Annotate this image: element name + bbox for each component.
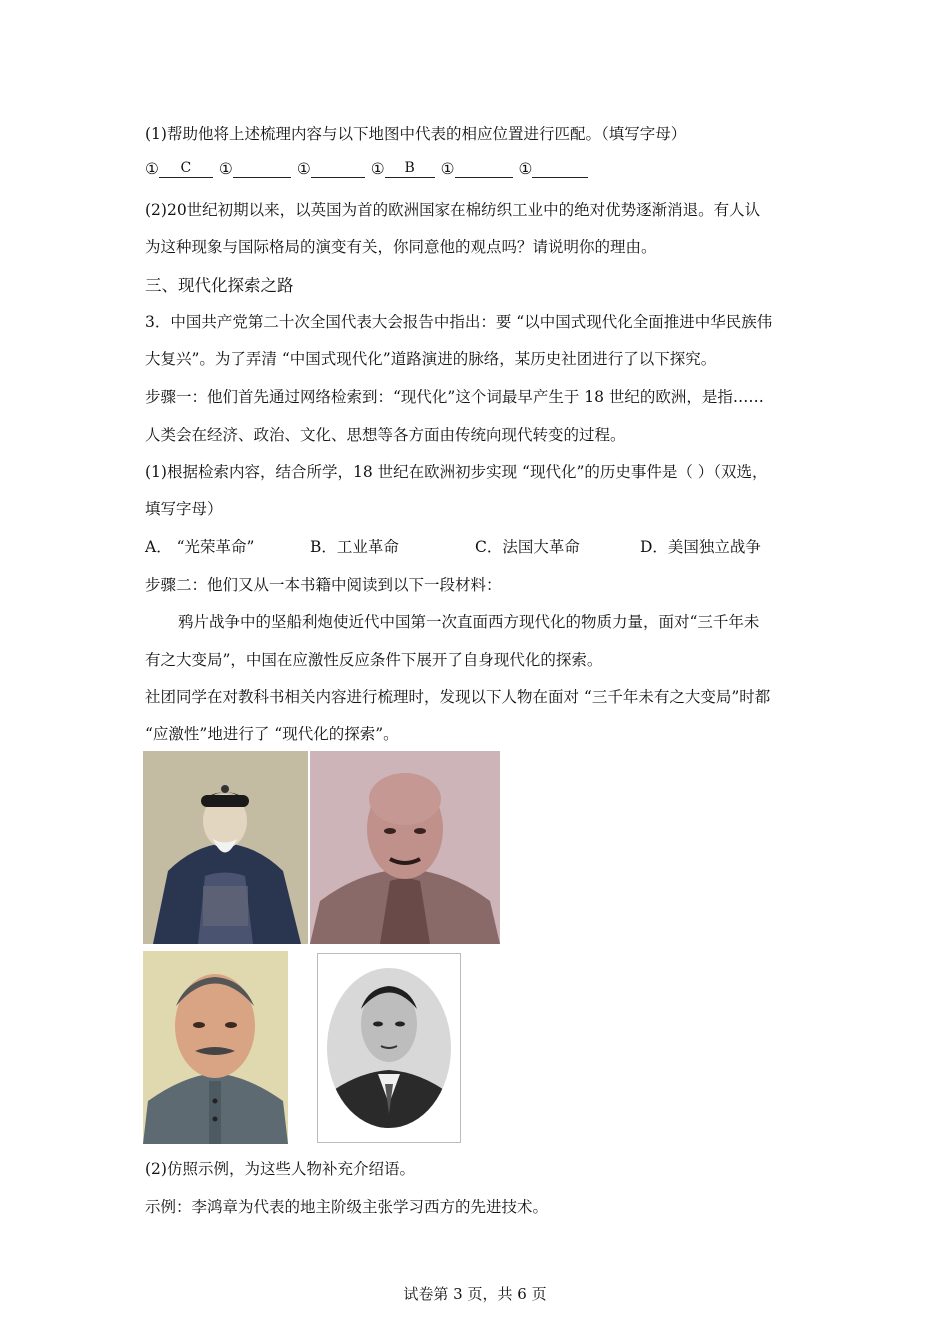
answer-blank[interactable]	[311, 160, 365, 178]
answer-blank[interactable]	[532, 160, 588, 178]
step1-line2: 人类会在经济、政治、文化、思想等各方面由传统向现代转变的过程。	[145, 426, 626, 444]
answer-blank[interactable]	[233, 160, 291, 178]
page-footer: 试卷第 3 页，共 6 页	[403, 1285, 547, 1303]
q2-answer-blanks	[145, 160, 594, 178]
q2-part1: (1)帮助他将上述梳理内容与以下地图中代表的相应位置进行匹配。（填写字母）	[145, 125, 687, 143]
q3-part1-line1: (1)根据检索内容，结合所学，18 世纪在欧洲初步实现 “现代化”的历史事件是（ ）（双选，	[145, 463, 768, 481]
step1-line1: 步骤一：他们首先通过网络检索到：“现代化”这个词最早产生于 18 世纪的欧洲，是指……	[145, 388, 764, 406]
q3-part1-line2: 填写字母）	[145, 500, 223, 518]
q3-stem-line1: 3．中国共产党第二十次全国代表大会报告中指出：要 “以中国式现代化全面推进中华民族伟	[145, 313, 773, 331]
example-line: 示例：李鸿章为代表的地主阶级主张学习西方的先进技术。	[145, 1198, 549, 1216]
blank-item[interactable]	[441, 160, 513, 178]
q2-part2-line1: (2)20世纪初期以来，以英国为首的欧洲国家在棉纺织工业中的绝对优势逐渐消退。有人认	[145, 201, 761, 219]
circle-marker: ①	[518, 160, 533, 178]
blank-item[interactable]	[519, 160, 589, 178]
portrait-tunic-man	[143, 951, 288, 1144]
q3-part2: (2)仿照示例，为这些人物补充介绍语。	[145, 1160, 415, 1178]
portrait-oval-bw	[317, 953, 461, 1143]
club-line2: “应激性”地进行了 “现代化的探索”。	[145, 725, 399, 743]
q3-stem-line2: 大复兴”。为了弄清 “中国式现代化”道路演进的脉络，某历史社团进行了以下探究。	[145, 350, 717, 368]
circle-marker: ①	[296, 160, 311, 178]
club-line1: 社团同学在对教科书相关内容进行梳理时，发现以下人物在面对 “三千年未有之大变局”时都	[145, 688, 771, 706]
step2: 步骤二：他们又从一本书籍中阅读到以下一段材料：	[145, 576, 502, 594]
answer-blank[interactable]	[455, 160, 513, 178]
circle-marker: ①	[440, 160, 455, 178]
choice-a[interactable]: A． “光荣革命”	[145, 538, 255, 556]
answer-blank[interactable]: B	[385, 160, 435, 178]
quote-line1: 鸦片战争中的坚船利炮使近代中国第一次直面西方现代化的物质力量，面对“三千年未	[178, 613, 760, 631]
blank-item[interactable]	[219, 160, 291, 178]
blank-item[interactable]	[371, 160, 435, 178]
choice-b[interactable]: B．工业革命	[310, 538, 399, 556]
portrait-bald-man	[310, 751, 500, 944]
circle-marker: ①	[145, 160, 159, 178]
portrait-qing-official	[143, 751, 308, 944]
quote-line2: 有之大变局”，中国在应激性反应条件下展开了自身现代化的探索。	[145, 651, 603, 669]
circle-marker: ①	[218, 160, 233, 178]
circle-marker: ①	[370, 160, 385, 178]
blank-item[interactable]	[297, 160, 365, 178]
section-heading: 三、现代化探索之路	[145, 276, 294, 295]
q2-part2-line2: 为这种现象与国际格局的演变有关，你同意他的观点吗？请说明你的理由。	[145, 238, 657, 256]
blank-item[interactable]	[145, 160, 213, 178]
answer-blank[interactable]: C	[159, 160, 213, 178]
choice-d[interactable]: D．美国独立战争	[640, 538, 761, 556]
choice-c[interactable]: C．法国大革命	[475, 538, 580, 556]
